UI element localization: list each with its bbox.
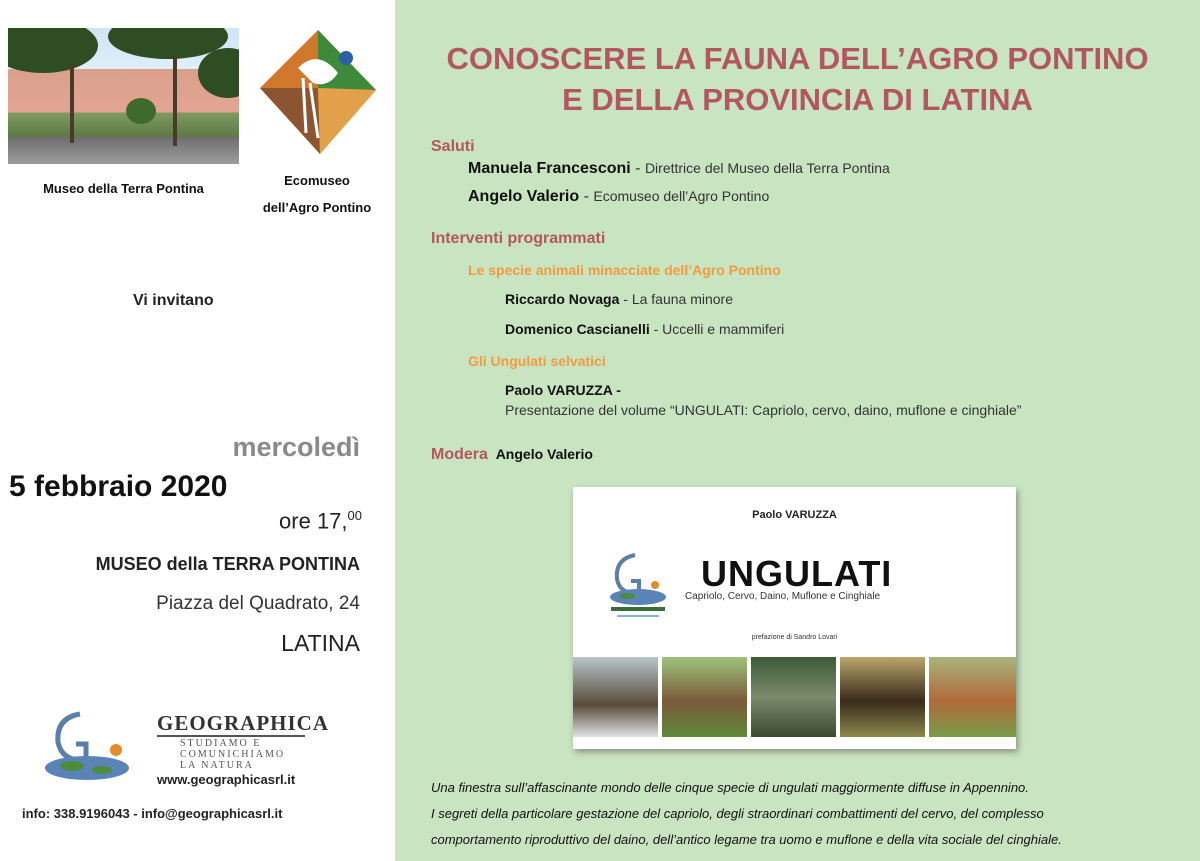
book-author: Paolo VARUZZA	[752, 509, 837, 521]
ecomuseo-caption-2: dell’Agro Pontino	[262, 200, 372, 215]
geographica-tagline: STUDIAMO E COMUNICHIAMO LA NATURA	[180, 738, 286, 771]
section2-text: Presentazione del volume “UNGULATI: Capriolo, cervo, daino, muflone e cinghiale”	[505, 402, 1022, 418]
saluti-heading: Saluti	[431, 138, 475, 155]
book-subtitle: Capriolo, Cervo, Daino, Muflone e Cinghiale	[685, 591, 881, 602]
deer-photo	[662, 657, 747, 737]
moderator: Modera Angelo Valerio	[431, 446, 593, 463]
section1-item: Domenico Cascianelli - Uccelli e mammiferi	[505, 321, 785, 337]
roe-deer-photo	[929, 657, 1016, 737]
section1-item: Riccardo Novaga - La fauna minore	[505, 291, 734, 307]
ecomuseo-logo	[258, 28, 378, 158]
event-description: Una finestra sull’affascinante mondo delle cinque specie di ungulati maggiormente diffuse in Appennino. I segreti della particolare gestazione del capriolo, degli straordinari combattimenti del cervo, del complesso comportamento riproduttivo del daino, dell’antico legame tra uomo e muflone e della vita sociale del cinghiale.	[431, 780, 1062, 847]
section1-heading: Le specie animali minacciate dell’Agro Pontino	[468, 262, 781, 278]
geographica-logo	[42, 708, 132, 784]
event-city: LATINA	[281, 630, 360, 656]
boar-photo	[573, 657, 658, 737]
geographica-divider	[157, 735, 305, 737]
section2-speaker: Paolo VARUZZA -	[505, 382, 621, 398]
interventi-heading: Interventi programmati	[431, 230, 606, 247]
saluti-item: Angelo Valerio - Ecomuseo dell’Agro Pontino	[468, 188, 770, 205]
event-weekday: mercoledì	[232, 432, 360, 462]
fallow-deer-photo	[751, 657, 836, 737]
contact-info[interactable]: info: 338.9196043 - info@geographicasrl.it	[22, 806, 283, 821]
geographica-name: GEOGRAPHICA	[157, 711, 330, 735]
mouflon-photo	[840, 657, 925, 737]
event-date: 5 febbraio 2020	[9, 470, 228, 503]
section2-heading: Gli Ungulati selvatici	[468, 353, 606, 369]
geographica-website[interactable]: www.geographicasrl.it	[157, 772, 296, 787]
ecomuseo-caption-1: Ecomuseo	[284, 173, 350, 188]
invite-text: Vi invitano	[133, 292, 214, 309]
left-panel	[0, 0, 395, 861]
event-time: ore 17,00	[279, 508, 362, 534]
book-publisher-logo	[605, 549, 671, 623]
event-title: CONOSCERE LA FAUNA DELL’AGRO PONTINO E DELLA PROVINCIA DI LATINA	[446, 41, 1149, 117]
museum-caption: Museo della Terra Pontina	[43, 181, 204, 196]
book-title: UNGULATI	[701, 553, 893, 594]
saluti-item: Manuela Francesconi - Direttrice del Museo della Terra Pontina	[468, 160, 890, 177]
book-preface: prefazione di Sandro Lovari	[751, 634, 838, 641]
book-cover	[573, 487, 1016, 749]
event-address: Piazza del Quadrato, 24	[156, 593, 360, 614]
museum-photo	[8, 28, 239, 164]
event-venue: MUSEO della TERRA PONTINA	[95, 554, 360, 574]
